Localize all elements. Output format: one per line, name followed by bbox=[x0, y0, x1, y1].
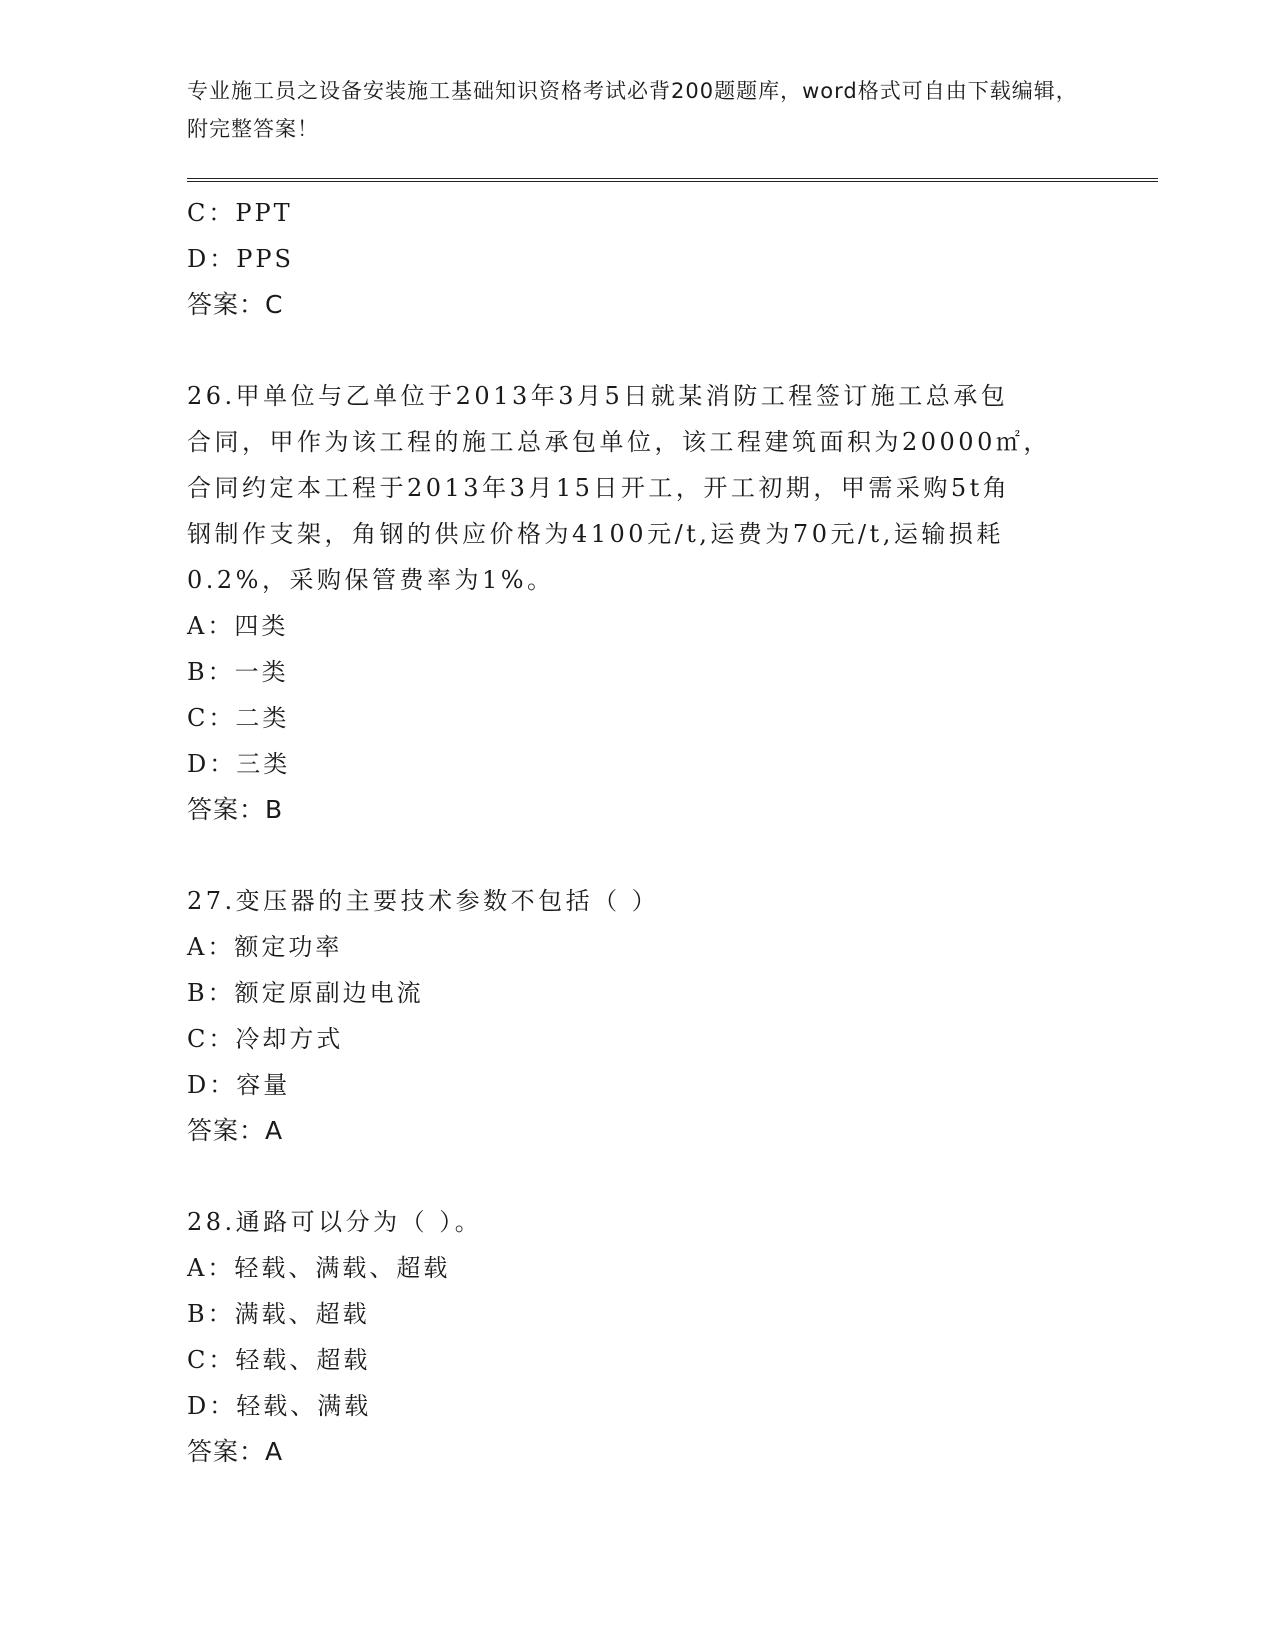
question-text-line: 0.2%，采购保管费率为1%。 bbox=[187, 566, 555, 594]
question-27 bbox=[187, 878, 1087, 1154]
option-b: B：额定原副边电流 bbox=[187, 979, 424, 1007]
answer-line: 答案：B bbox=[187, 795, 284, 824]
option-a: A：额定功率 bbox=[187, 933, 343, 961]
option-d: D：容量 bbox=[187, 1071, 291, 1099]
question-28 bbox=[187, 1199, 1087, 1475]
option-c: C：轻载、超载 bbox=[187, 1346, 371, 1374]
spacer bbox=[187, 1154, 1087, 1199]
spacer bbox=[187, 833, 1087, 878]
option-d: D：轻载、满载 bbox=[187, 1392, 372, 1420]
document-header: 专业施工员之设备安装施工基础知识资格考试必背200题题库，word格式可自由下载编辑，附完整答案！ bbox=[187, 79, 1078, 141]
option-c: C：二类 bbox=[187, 704, 290, 732]
question-content bbox=[187, 190, 1087, 1475]
spacer bbox=[187, 328, 1087, 373]
question-text-line: 27.变压器的主要技术参数不包括（ ） bbox=[187, 887, 660, 915]
question-26 bbox=[187, 373, 1087, 833]
answer-line: 答案：C bbox=[187, 290, 284, 319]
option-b: B：满载、超载 bbox=[187, 1300, 370, 1328]
question-text-line: 26.甲单位与乙单位于2013年3月5日就某消防工程签订施工总承包 bbox=[187, 382, 1009, 410]
option-d: D：三类 bbox=[187, 750, 291, 778]
question-text-line: 28.通路可以分为（ ）。 bbox=[187, 1208, 483, 1236]
option-a: A：四类 bbox=[187, 612, 289, 640]
question-text-line: 合同约定本工程于2013年3月15日开工，开工初期，甲需采购5t角 bbox=[187, 474, 1011, 502]
question-text bbox=[187, 373, 1087, 603]
previous-question-tail bbox=[187, 190, 1087, 328]
question-text-line: 钢制作支架，角钢的供应价格为4100元/t,运费为70元/t,运输损耗 bbox=[187, 520, 1004, 548]
question-text-line: 合同，甲作为该工程的施工总承包单位，该工程建筑面积为20000㎡， bbox=[187, 428, 1051, 456]
answer-line: 答案：A bbox=[187, 1437, 284, 1466]
option-d: D：PPS bbox=[187, 245, 294, 273]
answer-line: 答案：A bbox=[187, 1116, 284, 1145]
option-a: A：轻载、满载、超载 bbox=[187, 1254, 451, 1282]
question-text bbox=[187, 1199, 1087, 1245]
option-c: C：PPT bbox=[187, 199, 293, 227]
option-b: B：一类 bbox=[187, 658, 289, 686]
option-c: C：冷却方式 bbox=[187, 1025, 344, 1053]
header-divider bbox=[187, 178, 1158, 182]
question-text bbox=[187, 878, 1087, 924]
